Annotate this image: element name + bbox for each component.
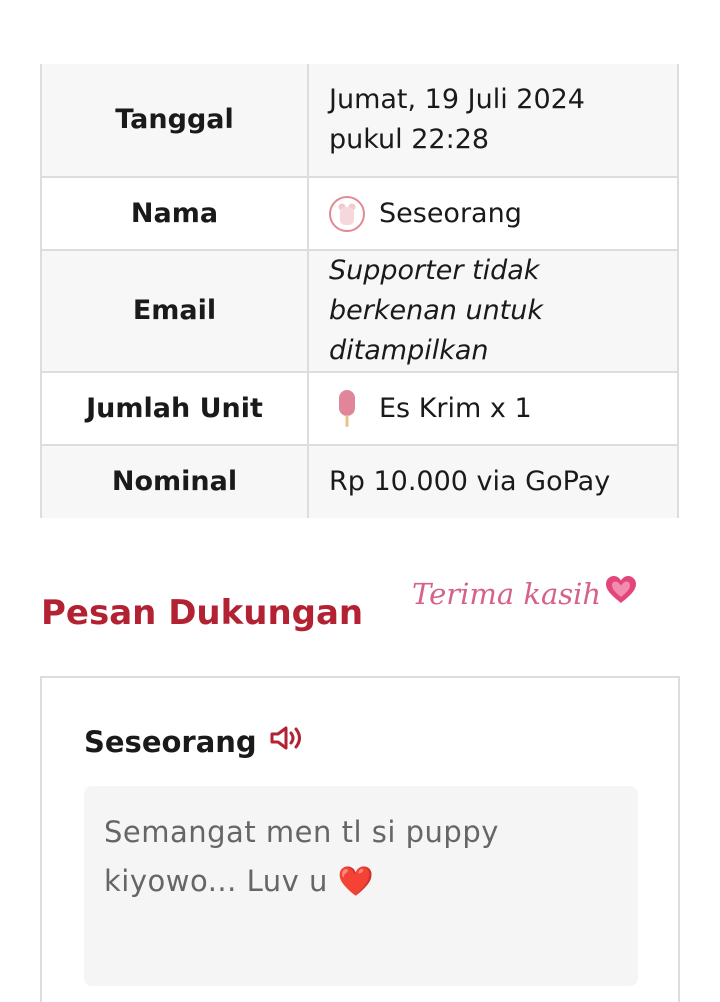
table-row-unit <box>41 372 678 445</box>
name-value: Seseorang <box>379 197 522 229</box>
nominal-value: Rp 10.000 via GoPay <box>308 445 678 518</box>
unit-label: Jumlah Unit <box>41 372 308 445</box>
table-row-date <box>41 64 678 177</box>
table-row-name <box>41 177 678 250</box>
date-label: Tanggal <box>41 64 308 177</box>
date-value: Jumat, 19 Juli 2024 pukul 22:28 <box>308 64 678 177</box>
thanks-text: Terima kasih <box>412 576 602 611</box>
heart-icon <box>605 575 637 612</box>
avatar-icon <box>329 196 365 232</box>
table-row-email <box>41 250 678 372</box>
email-label: Email <box>41 250 308 372</box>
email-value: Supporter tidak berkenan untuk ditampilkan <box>308 250 678 372</box>
name-label: Nama <box>41 177 308 250</box>
table-row-nominal <box>41 445 678 518</box>
unit-value: Es Krim x 1 <box>379 392 532 424</box>
thanks-note <box>412 575 637 612</box>
sender-name: Seseorang <box>84 724 257 759</box>
nominal-label: Nominal <box>41 445 308 518</box>
message-card <box>40 676 680 1002</box>
sender-row <box>84 724 307 759</box>
support-message: Semangat men tl si puppy kiyowo... Luv u ❤️ <box>84 786 638 986</box>
section-title: Pesan Dukungan <box>41 593 364 633</box>
speaker-icon[interactable] <box>269 724 307 759</box>
ice-cream-icon <box>329 389 365 429</box>
support-detail-table <box>40 64 679 518</box>
